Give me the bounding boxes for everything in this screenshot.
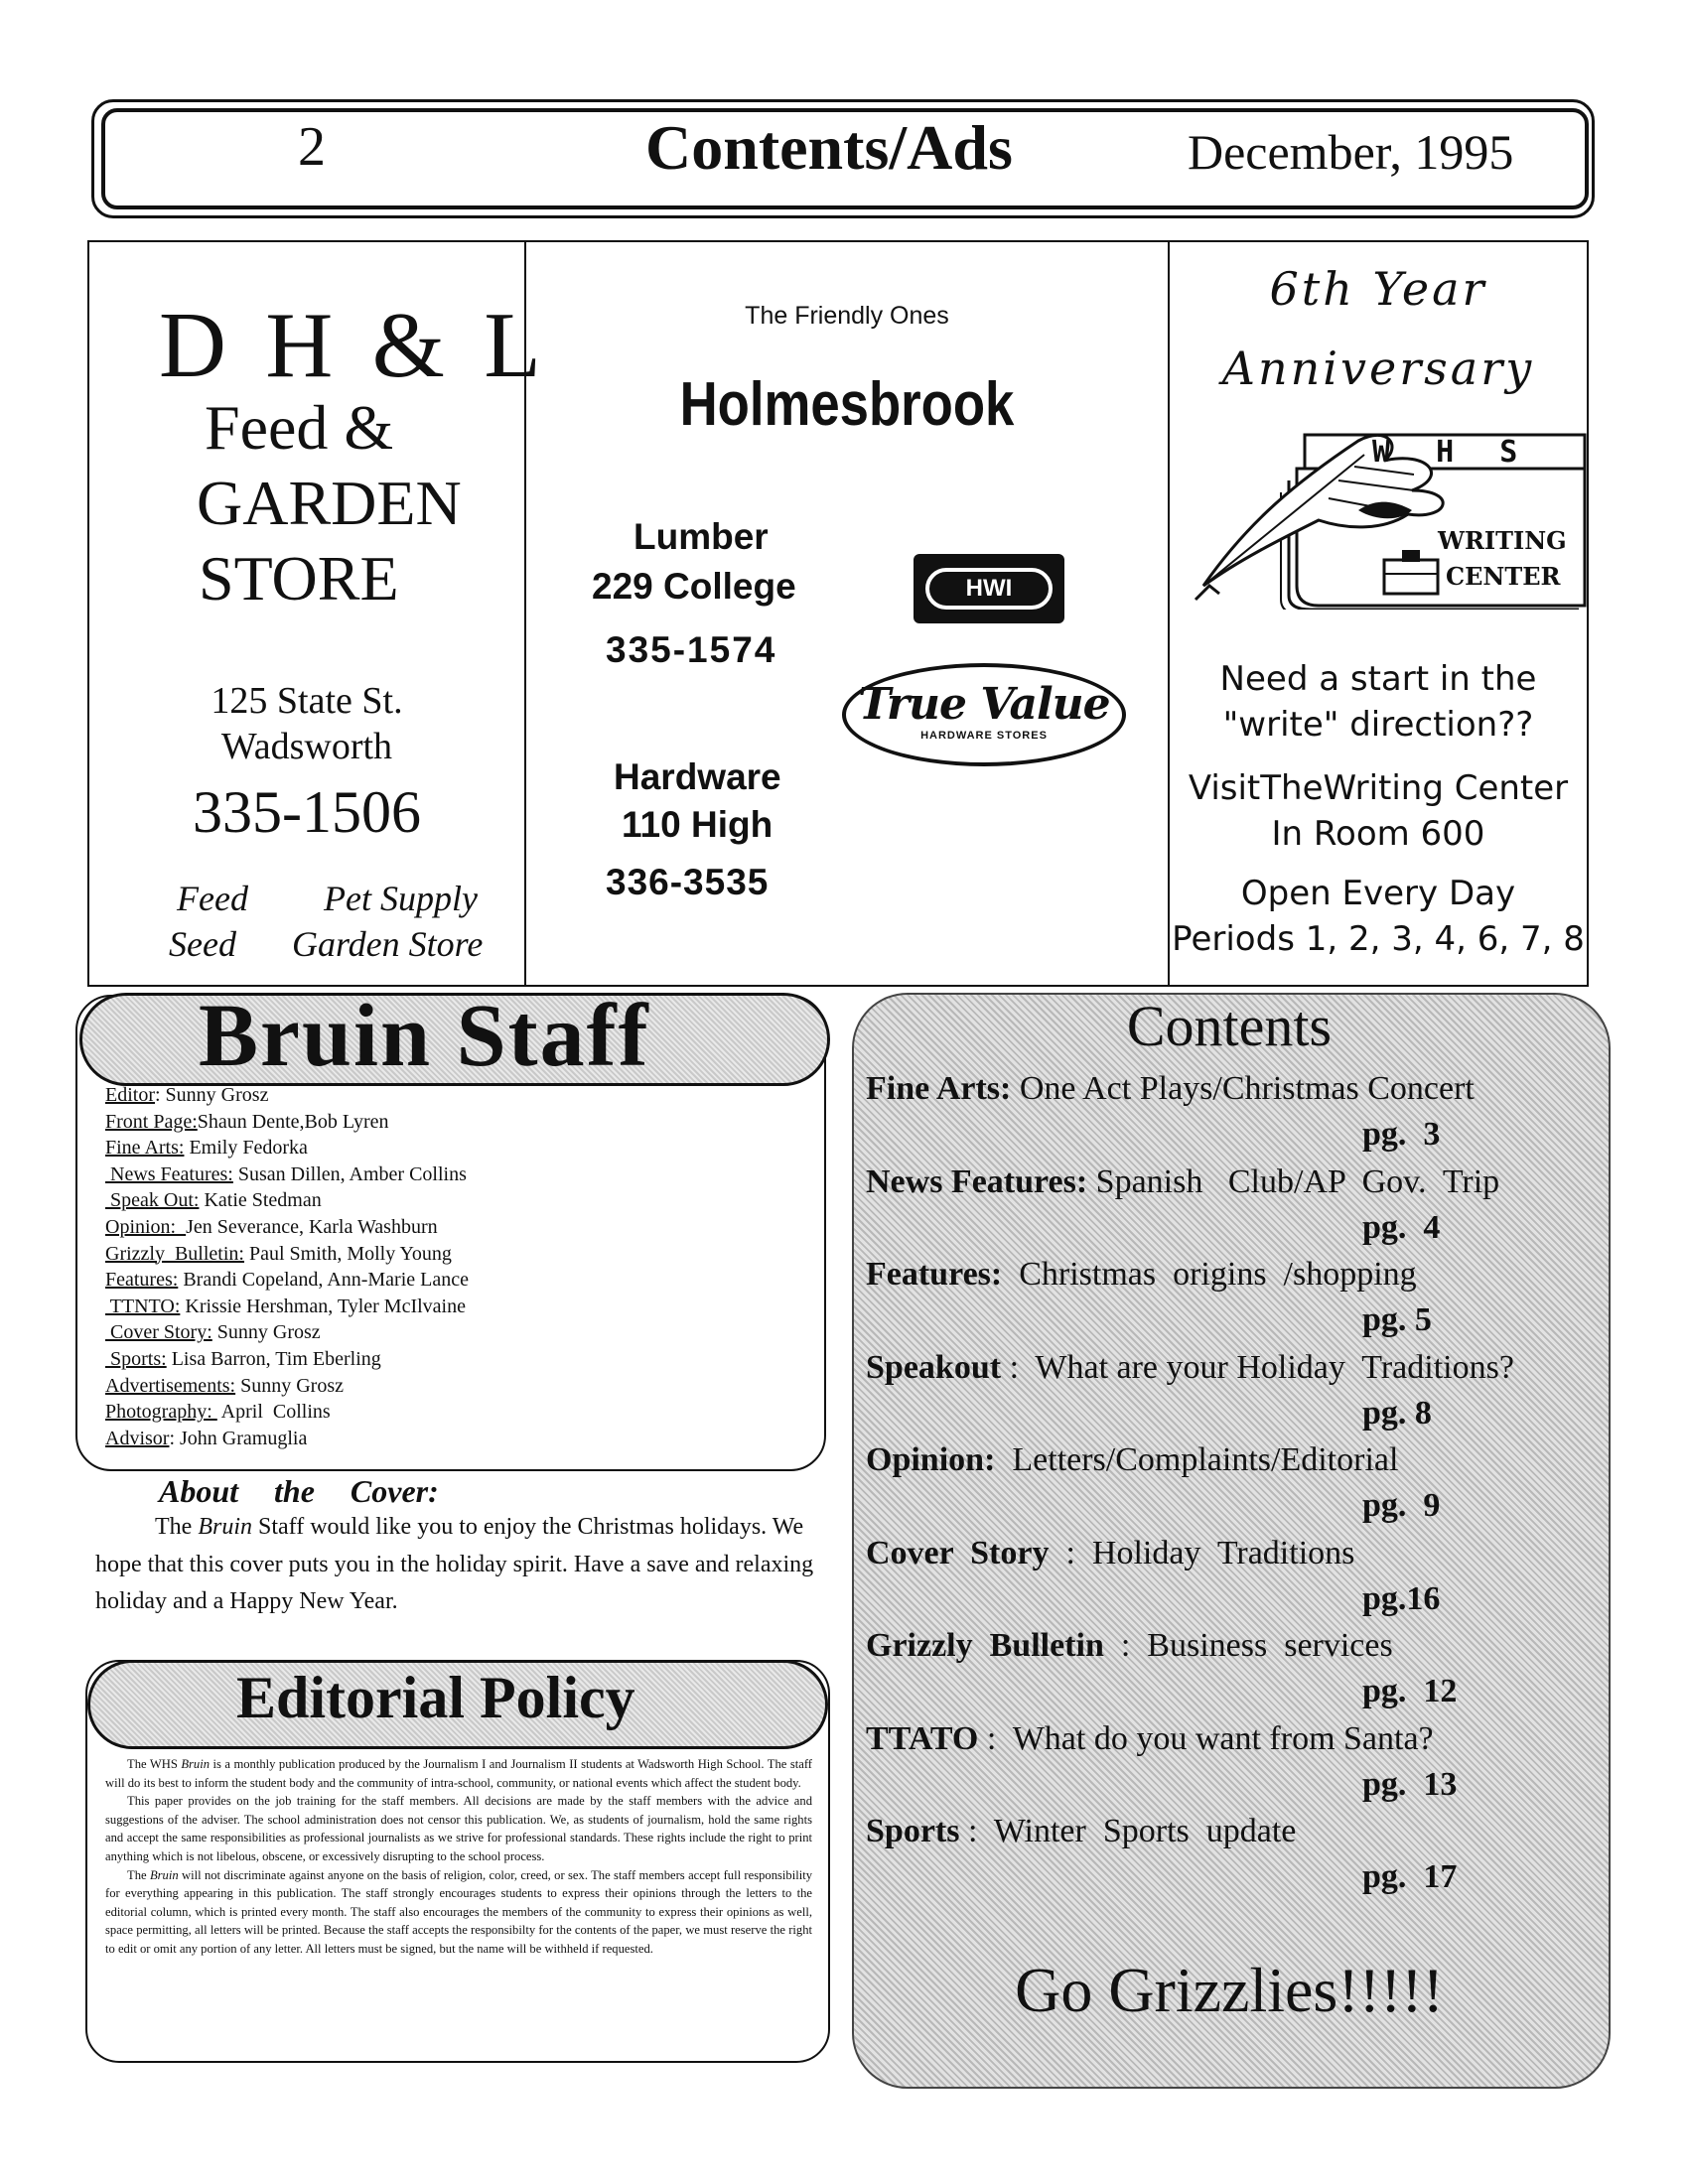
- hwi-logo: [914, 554, 1064, 623]
- contents-section: Features:: [866, 1256, 1003, 1293]
- hwi-logo-text: HWI: [925, 568, 1053, 610]
- editorial-policy-title: Editorial Policy: [236, 1665, 635, 1730]
- staff-role: Photography:: [105, 1401, 217, 1424]
- staff-row: [105, 1373, 469, 1400]
- contents-topic: : Holiday Traditions: [1049, 1534, 1355, 1571]
- dhl-address2: Wadsworth: [220, 726, 393, 767]
- staff-role: TTNTO:: [105, 1295, 181, 1317]
- staff-names: Jen Severance, Karla Washburn: [186, 1215, 438, 1238]
- contents-topic: : What do you want from Santa?: [978, 1719, 1434, 1757]
- wc-anniv-line2: Anniversary: [1221, 341, 1535, 395]
- wc-text3: VisitTheWriting Center: [1188, 768, 1569, 808]
- ep-p3em: Bruin: [149, 1867, 179, 1882]
- staff-row: [105, 1109, 469, 1136]
- contents-topic: : What are your Holiday Traditions?: [1001, 1348, 1514, 1386]
- ep-p3a: The: [127, 1867, 150, 1882]
- contents-page: pg. 8: [1362, 1394, 1432, 1432]
- wc-text1: Need a start in the: [1219, 659, 1537, 699]
- staff-role: Advisor: [105, 1427, 170, 1449]
- contents-section: Sports: [866, 1813, 960, 1849]
- staff-role: Advertisements:: [105, 1374, 236, 1397]
- staff-role: Editor: [105, 1084, 155, 1106]
- staff-row: [105, 1294, 469, 1320]
- staff-row: [105, 1187, 469, 1214]
- holmes-hardware: Hardware: [614, 756, 781, 797]
- contents-section: Fine Arts:: [866, 1070, 1012, 1107]
- staff-row: [105, 1267, 469, 1294]
- staff-names: Sunny Grosz: [211, 1321, 321, 1344]
- truevalue-logo: [842, 663, 1126, 766]
- dhl-line1: Feed &: [205, 392, 394, 463]
- dhl-phone: 335-1506: [193, 779, 421, 845]
- staff-names: April Collins: [216, 1401, 331, 1424]
- dhl-service-pet-supply: Pet Supply: [324, 879, 478, 918]
- about-cover-heading: About the Cover:: [159, 1473, 439, 1509]
- ad-writing-center: [1170, 242, 1587, 985]
- wc-logo-writing: WRITING: [1438, 526, 1567, 555]
- contents-section: Cover Story: [866, 1534, 1050, 1571]
- contents-section: TTATO: [866, 1719, 979, 1757]
- contents-item: [866, 1256, 1417, 1294]
- contents-item: [866, 1163, 1499, 1201]
- staff-role: Speak Out:: [105, 1189, 200, 1212]
- staff-names: : John Gramuglia: [169, 1427, 308, 1449]
- staff-row: [105, 1082, 469, 1109]
- contents-section: Grizzly Bulletin: [866, 1627, 1104, 1664]
- contents-closing: Go Grizzlies!!!!!: [1015, 1955, 1444, 2025]
- staff-role: Front Page:: [105, 1110, 198, 1133]
- staff-row: [105, 1161, 469, 1188]
- ep-p1b: is a monthly publication produced by the Journalism I and Journalism II students at Wadsworth High School. The staff will do its best to inform the student body and the community of intra-school, community, or national events which affect the student body.: [105, 1757, 812, 1790]
- staff-names: Shaun Dente,Bob Lyren: [197, 1110, 389, 1133]
- contents-section: Speakout: [866, 1348, 1002, 1386]
- contents-page: pg. 3: [1362, 1116, 1441, 1153]
- holmes-hardware-address: 110 High: [622, 804, 774, 845]
- wc-text4: In Room 600: [1271, 814, 1485, 854]
- wc-logo-center: CENTER: [1446, 562, 1561, 591]
- dhl-name: D H & L: [159, 294, 549, 397]
- dhl-line3: STORE: [199, 543, 399, 614]
- staff-names: Brandi Copeland, Ann-Marie Lance: [178, 1269, 469, 1292]
- staff-names: Emily Fedorka: [184, 1137, 308, 1160]
- dhl-address1: 125 State St.: [211, 680, 403, 722]
- dhl-service-seed: Seed: [169, 924, 236, 964]
- wc-text5: Open Every Day: [1240, 874, 1516, 913]
- contents-page: pg. 13: [1362, 1765, 1458, 1803]
- issue-date: December, 1995: [1188, 124, 1514, 180]
- staff-names: Krissie Hershman, Tyler McIlvaine: [180, 1295, 466, 1317]
- ep-p1em: Bruin: [181, 1757, 210, 1771]
- wc-anniv-line1: 6th Year: [1269, 262, 1487, 316]
- contents-item: [866, 1349, 1514, 1387]
- ep-paragraph-1: [105, 1755, 812, 1792]
- ep-paragraph-2: This paper provides on the job training for the staff members. All decisions are made by the staff members with the advice and suggestions of the adviser. The school administration does not censor this publication. We, as students of journalism, hold the same rights and accept the same responsibilities as professional journalists as we strive for professional standards. These rights include the right to print anything which is not libelous, obscene, or excessively disrupting to the school process.: [105, 1794, 812, 1863]
- editorial-policy-text: [105, 1755, 812, 1959]
- contents-item: [866, 1813, 1296, 1850]
- truevalue-logo-sub: HARDWARE STORES: [920, 730, 1048, 742]
- ad-dhl: [89, 242, 549, 985]
- about-cover-text: [95, 1509, 830, 1621]
- staff-row: [105, 1426, 469, 1452]
- staff-role: Features:: [105, 1269, 179, 1292]
- staff-role: Sports:: [105, 1347, 167, 1370]
- page-number: 2: [298, 116, 326, 178]
- about-cover-em: Bruin: [198, 1514, 252, 1540]
- contents-page: pg. 17: [1362, 1858, 1458, 1895]
- contents-section: Opinion:: [866, 1441, 996, 1478]
- bruin-staff-title: Bruin Staff: [199, 987, 650, 1085]
- contents-page: pg. 5: [1362, 1301, 1432, 1338]
- contents-topic: Letters/Complaints/Editorial: [995, 1441, 1399, 1478]
- wc-text2: "write" direction??: [1222, 705, 1534, 745]
- contents-section: News Features:: [866, 1162, 1088, 1200]
- staff-row: [105, 1241, 469, 1268]
- about-cover-pre: The: [155, 1514, 199, 1540]
- contents-item: [866, 1720, 1434, 1758]
- contents-item: [866, 1627, 1393, 1665]
- holmes-lumber-address: 229 College: [592, 566, 796, 607]
- contents-topic: Christmas origins /shopping: [1002, 1256, 1417, 1293]
- ad-holmesbrook: [526, 242, 1170, 985]
- holmes-tagline: The Friendly Ones: [745, 302, 949, 330]
- contents-page: pg. 4: [1362, 1208, 1441, 1246]
- staff-names: Paul Smith, Molly Young: [243, 1242, 452, 1265]
- staff-role: Fine Arts:: [105, 1137, 185, 1160]
- contents-topic: Spanish Club/AP Gov. Trip: [1087, 1162, 1500, 1200]
- contents-page: pg. 9: [1362, 1487, 1441, 1524]
- holmes-hardware-phone: 336-3535: [606, 862, 770, 902]
- contents-page: pg. 12: [1362, 1673, 1458, 1709]
- staff-names: Lisa Barron, Tim Eberling: [166, 1347, 381, 1370]
- contents-topic: One Act Plays/Christmas Concert: [1011, 1070, 1475, 1107]
- ads-row: [87, 240, 1589, 987]
- staff-role: Grizzly Bulletin:: [105, 1242, 244, 1265]
- dhl-service-garden-store: Garden Store: [292, 924, 484, 964]
- ep-paragraph-3: [105, 1866, 812, 1959]
- staff-names: : Sunny Grosz: [155, 1084, 269, 1106]
- staff-role: News Features:: [105, 1162, 233, 1185]
- contents-page: pg.16: [1362, 1579, 1441, 1617]
- wc-logo-whs: W H S: [1372, 435, 1532, 470]
- staff-row: [105, 1214, 469, 1241]
- staff-row: [105, 1319, 469, 1346]
- about-cover-post: Staff would like you to enjoy the Christmas holidays. We hope that this cover puts you in the holiday spirit. Have a save and relaxing holiday and a Happy New Year.: [95, 1514, 814, 1614]
- staff-row: [105, 1346, 469, 1373]
- dhl-line2: GARDEN: [197, 468, 462, 538]
- page-title: Contents/Ads: [645, 112, 1013, 183]
- contents-item: [866, 1441, 1398, 1479]
- holmes-name: Holmesbrook: [679, 370, 1015, 439]
- contents-topic: : Business services: [1103, 1627, 1393, 1664]
- contents-item: [866, 1535, 1354, 1572]
- contents-item: [866, 1070, 1475, 1108]
- holmes-lumber: Lumber: [633, 516, 769, 557]
- staff-names: Sunny Grosz: [235, 1374, 344, 1397]
- staff-role: Cover Story:: [105, 1321, 212, 1344]
- contents-title: Contents: [1126, 994, 1333, 1058]
- staff-names: Susan Dillen, Amber Collins: [232, 1162, 467, 1185]
- dhl-service-feed: Feed: [177, 879, 248, 918]
- staff-list: [105, 1082, 469, 1451]
- ep-p3b: will not discriminate against anyone on the basis of religion, color, creed, or sex. The staff members accept full responsibility for everything appearing in this publication. The staff strongly encourages students to express their opinions through the letters to the editorial column, which is printed every month. The staff also encourages the members of the community to express their opinions as well, space permitting, all letters will be printed. Because the staff accepts the responsibilty for the contents of the paper, we must reserve the right to edit or omit any portion of any letter. All letters must be signed, but the name will be withheld if requested.: [105, 1867, 812, 1956]
- truevalue-logo-text: True Value: [858, 679, 1110, 730]
- wc-text6: Periods 1, 2, 3, 4, 6, 7, 8: [1172, 919, 1585, 959]
- staff-row: [105, 1399, 469, 1426]
- holmes-lumber-phone: 335-1574: [606, 629, 777, 670]
- ep-p1a: The WHS: [127, 1757, 182, 1771]
- staff-role: Opinion:: [105, 1215, 187, 1238]
- staff-row: [105, 1135, 469, 1161]
- contents-topic: : Winter Sports update: [959, 1813, 1297, 1849]
- staff-names: Katie Stedman: [199, 1189, 322, 1212]
